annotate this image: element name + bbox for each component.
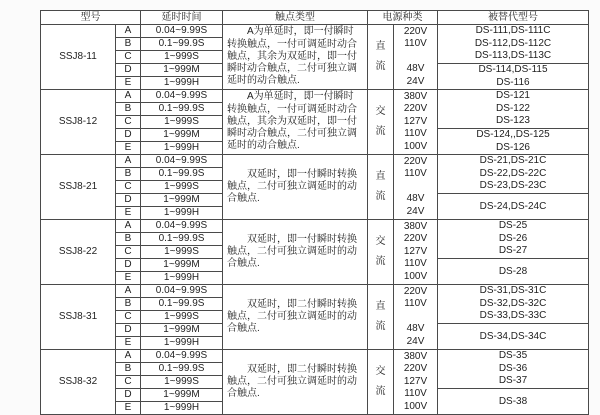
voltage-line: 48V	[406, 63, 425, 75]
replaced-model: DS-36	[498, 362, 528, 374]
letter-cell: C	[116, 51, 141, 64]
replaced-model: DS-112,DS-112C	[474, 37, 552, 49]
replaced-model: DS-34,DS-34C	[479, 331, 547, 342]
voltage-line: 24V	[406, 75, 425, 87]
letter-cell: C	[116, 246, 141, 259]
replaced-cell-bottom	[438, 389, 589, 415]
current-type-cell	[368, 220, 394, 285]
spec-table	[40, 10, 589, 415]
voltage-cell	[394, 220, 438, 285]
delay-cell: 1~999H	[141, 402, 223, 415]
current-type-cell	[368, 285, 394, 350]
header-model: 型号	[41, 11, 141, 25]
voltage-line	[394, 51, 437, 63]
letter-cell: C	[116, 181, 141, 194]
replaced-model: DS-35	[498, 350, 528, 362]
header-power: 电源种类	[368, 11, 438, 25]
voltage-line: 220V	[403, 26, 428, 38]
current-type-vertical	[368, 106, 393, 138]
replaced-model: DS-116	[496, 76, 530, 88]
table-row	[41, 155, 589, 168]
voltage-cell	[394, 90, 438, 155]
model-cell: SSJ8-31	[41, 285, 116, 350]
replaced-model: DS-38	[498, 396, 528, 407]
current-type-vertical	[368, 41, 393, 73]
voltage-line: 110V	[404, 258, 427, 270]
contact-cell	[223, 90, 368, 155]
replaced-model: DS-31,DS-31C	[479, 285, 547, 297]
model-cell: SSJ8-22	[41, 220, 116, 285]
replaced-cell-top	[438, 155, 589, 194]
replaced-model: DS-25	[498, 220, 528, 232]
voltage-line: 220V	[403, 363, 428, 375]
header-contact: 触点类型	[223, 11, 368, 25]
replaced-model: DS-111,DS-111C	[475, 25, 551, 37]
current-type-vertical	[368, 301, 393, 333]
header-replaced: 被替代型号	[438, 11, 589, 25]
contact-cell	[223, 285, 368, 350]
letter-cell: E	[116, 337, 141, 350]
letter-cell: E	[116, 77, 141, 90]
current-type-char: 交	[375, 366, 386, 377]
delay-cell: 1~999H	[141, 142, 223, 155]
delay-cell: 1~999S	[141, 51, 223, 64]
letter-cell: B	[116, 168, 141, 181]
replaced-model: DS-32,DS-32C	[479, 297, 547, 309]
letter-cell: B	[116, 38, 141, 51]
model-cell: SSJ8-32	[41, 350, 116, 415]
replaced-model: DS-28	[498, 266, 528, 277]
delay-cell: 0.1~99.9S	[141, 168, 223, 181]
replaced-model: DS-21,DS-21C	[479, 155, 547, 167]
current-type-char: 交	[375, 236, 386, 247]
model-cell: SSJ8-11	[41, 25, 116, 90]
header-delay: 延时时间	[141, 11, 223, 25]
letter-cell: C	[116, 116, 141, 129]
current-type-char: 流	[375, 191, 386, 202]
voltage-cell	[394, 155, 438, 220]
delay-cell: 0.04~9.99S	[141, 90, 223, 103]
voltage-line: 110V	[404, 388, 427, 400]
current-type-cell	[368, 350, 394, 415]
delay-cell: 1~999M	[141, 194, 223, 207]
model-cell: SSJ8-12	[41, 90, 116, 155]
voltage-line: 220V	[403, 233, 428, 245]
table-row	[41, 285, 589, 298]
voltage-line: 110V	[404, 168, 427, 180]
voltage-cell	[394, 350, 438, 415]
table-body	[41, 25, 589, 415]
delay-cell: 1~999M	[141, 129, 223, 142]
current-type-vertical	[368, 171, 393, 203]
replaced-cell-bottom	[438, 324, 589, 350]
delay-cell: 1~999H	[141, 272, 223, 285]
current-type-cell	[368, 155, 394, 220]
delay-cell: 0.04~9.99S	[141, 155, 223, 168]
delay-cell: 0.1~99.9S	[141, 38, 223, 51]
current-type-char: 直	[375, 171, 386, 182]
letter-cell: D	[116, 389, 141, 402]
voltage-line: 110V	[404, 298, 427, 310]
voltage-line: 110V	[404, 38, 427, 50]
voltage-line: 48V	[406, 323, 425, 335]
replaced-model: DS-37	[498, 375, 528, 387]
replaced-cell-top	[438, 285, 589, 324]
delay-cell: 0.04~9.99S	[141, 220, 223, 233]
letter-cell: D	[116, 259, 141, 272]
voltage-line: 380V	[403, 221, 428, 233]
replaced-model: DS-27	[498, 245, 528, 257]
voltage-line: 24V	[406, 205, 425, 217]
letter-cell: E	[116, 207, 141, 220]
current-type-cell	[368, 25, 394, 90]
letter-cell: D	[116, 129, 141, 142]
header-row	[41, 11, 589, 25]
voltage-line: 48V	[406, 193, 425, 205]
replaced-model: DS-26	[498, 232, 528, 244]
delay-cell: 1~999H	[141, 77, 223, 90]
letter-cell: C	[116, 311, 141, 324]
current-type-char: 流	[375, 321, 386, 332]
table-row	[41, 220, 589, 233]
voltage-line	[394, 311, 437, 323]
replaced-cell-bottom	[438, 259, 589, 285]
contact-cell	[223, 155, 368, 220]
contact-cell	[223, 350, 368, 415]
delay-cell: 1~999M	[141, 259, 223, 272]
contact-cell	[223, 25, 368, 90]
current-type-cell	[368, 90, 394, 155]
table-row	[41, 90, 589, 103]
delay-cell: 1~999H	[141, 207, 223, 220]
letter-cell: D	[116, 194, 141, 207]
letter-cell: E	[116, 272, 141, 285]
replaced-cell-top	[438, 350, 589, 389]
delay-cell: 1~999S	[141, 376, 223, 389]
delay-cell: 1~999H	[141, 337, 223, 350]
current-type-char: 交	[375, 106, 386, 117]
contact-text: 双延时，即一付瞬时转换触点，二付可独立调延时的动合触点.	[227, 233, 357, 270]
letter-cell: A	[116, 220, 141, 233]
current-type-char: 流	[375, 386, 386, 397]
delay-cell: 0.04~9.99S	[141, 285, 223, 298]
delay-cell: 1~999S	[141, 181, 223, 194]
replaced-cell-top	[438, 220, 589, 259]
letter-cell: B	[116, 103, 141, 116]
letter-cell: E	[116, 402, 141, 415]
letter-cell: B	[116, 298, 141, 311]
letter-cell: A	[116, 350, 141, 363]
current-type-char: 流	[375, 126, 386, 137]
voltage-line: 24V	[406, 335, 425, 347]
voltage-line: 380V	[403, 351, 428, 363]
replaced-model: DS-121	[496, 90, 530, 102]
contact-text: A为单延时，即一付瞬时转换触点，一付可调延时动合触点，其余为双延时，即一付瞬时动合触点，二付可独立调延时的动合触点.	[227, 91, 357, 152]
voltage-line: 220V	[403, 103, 428, 115]
delay-cell: 1~999M	[141, 324, 223, 337]
replaced-model: DS-114,DS-115	[478, 64, 548, 76]
voltage-line: 220V	[403, 156, 428, 168]
current-type-vertical	[368, 236, 393, 268]
letter-cell: D	[116, 64, 141, 77]
replaced-cell-bottom	[438, 194, 589, 220]
replaced-model: DS-122	[496, 102, 530, 114]
delay-cell: 0.1~99.9S	[141, 103, 223, 116]
delay-cell: 0.1~99.9S	[141, 233, 223, 246]
contact-text: A为单延时，即一付瞬时转换触点，一付可调延时动合触点，其余为双延时，即一付瞬时动合触点，二付可独立调延时的动合触点.	[227, 26, 357, 87]
voltage-line: 380V	[403, 91, 428, 103]
model-cell: SSJ8-21	[41, 155, 116, 220]
letter-cell: A	[116, 90, 141, 103]
letter-cell: A	[116, 285, 141, 298]
letter-cell: D	[116, 324, 141, 337]
letter-cell: A	[116, 25, 141, 38]
voltage-line: 127V	[403, 375, 428, 387]
replaced-model: DS-22,DS-22C	[479, 167, 547, 179]
letter-cell: E	[116, 142, 141, 155]
voltage-line: 100V	[403, 270, 428, 282]
letter-cell: C	[116, 376, 141, 389]
voltage-cell	[394, 285, 438, 350]
contact-text: 双延时，即二付瞬时转换触点，二付可独立调延时的动合触点.	[227, 363, 357, 400]
replaced-model: DS-126	[496, 141, 530, 153]
current-type-char: 流	[375, 61, 386, 72]
delay-cell: 0.1~99.9S	[141, 298, 223, 311]
replaced-model: DS-33,DS-33C	[479, 310, 547, 322]
replaced-model: DS-123	[496, 115, 530, 127]
contact-text: 双延时，即二付瞬时转换触点，二付可独立调延时的动合触点.	[227, 298, 357, 335]
voltage-line: 220V	[403, 286, 428, 298]
delay-cell: 1~999S	[141, 311, 223, 324]
delay-cell: 0.04~9.99S	[141, 350, 223, 363]
delay-cell: 1~999S	[141, 116, 223, 129]
delay-cell: 1~999M	[141, 389, 223, 402]
current-type-char: 直	[375, 301, 386, 312]
voltage-line: 110V	[404, 128, 427, 140]
letter-cell: B	[116, 233, 141, 246]
contact-cell	[223, 220, 368, 285]
replaced-model: DS-24,DS-24C	[479, 201, 547, 212]
table-row	[41, 25, 589, 38]
voltage-line	[394, 181, 437, 193]
voltage-cell	[394, 25, 438, 90]
delay-cell: 1~999S	[141, 246, 223, 259]
replaced-cell-top	[438, 25, 589, 64]
letter-cell: A	[116, 155, 141, 168]
replaced-model: DS-113,DS-113C	[474, 50, 552, 62]
voltage-line: 100V	[403, 140, 428, 152]
delay-cell: 1~999M	[141, 64, 223, 77]
replaced-model: DS-124,,DS-125	[476, 129, 550, 141]
delay-cell: 0.1~99.9S	[141, 363, 223, 376]
delay-cell: 0.04~9.99S	[141, 25, 223, 38]
voltage-line: 127V	[403, 245, 428, 257]
voltage-line: 100V	[403, 400, 428, 412]
replaced-cell-bottom	[438, 129, 589, 155]
table-row	[41, 350, 589, 363]
current-type-char: 直	[375, 41, 386, 52]
replaced-model: DS-23,DS-23C	[479, 180, 547, 192]
letter-cell: B	[116, 363, 141, 376]
voltage-line: 127V	[403, 115, 428, 127]
current-type-vertical	[368, 366, 393, 398]
contact-text: 双延时，即一付瞬时转换触点，二付可独立调延时的动合触点.	[227, 168, 357, 205]
current-type-char: 流	[375, 256, 386, 267]
replaced-cell-bottom	[438, 64, 589, 90]
replaced-cell-top	[438, 90, 589, 129]
